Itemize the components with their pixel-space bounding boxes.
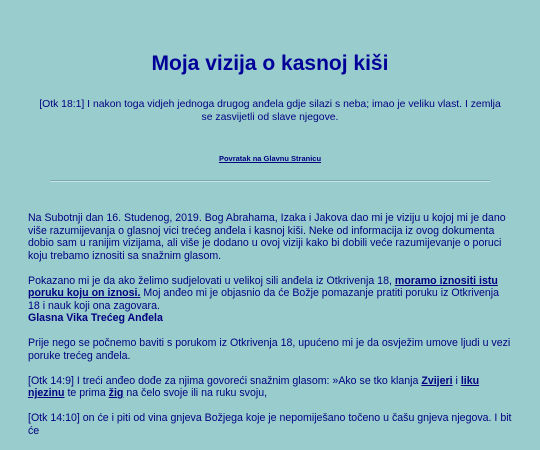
intro-quote: [Otk 18:1] I nakon toga vidjeh jednoga drugog anđela gdje silazi s neba; imao je veliku vlast. I zemlja se zasvijetli od slave njegove. bbox=[39, 99, 501, 123]
paragraph-3: Prije nego se počnemo baviti s porukom iz Otkrivenja 18, upućeno mi je da osvježim umove ljudi u vezi poruke trećeg anđela. bbox=[28, 337, 511, 362]
paragraph-4 bbox=[28, 375, 512, 400]
message-link[interactable]: moramo iznositi istu poruku koju on iznosi. bbox=[28, 274, 498, 299]
paragraph-4-text-4: na čelo svoje ili na ruku svoju, bbox=[123, 387, 268, 399]
image-link[interactable]: liku njezinu bbox=[28, 374, 480, 399]
paragraph-4-text-1: [Otk 14:9] I treći anđeo dođe za njima govoreći snažnim glasom: »Ako se tko klanja bbox=[28, 374, 422, 387]
paragraph-2 bbox=[28, 275, 512, 313]
mark-link[interactable]: žig bbox=[108, 387, 124, 399]
beast-link[interactable]: Zvijeri bbox=[421, 374, 453, 387]
paragraph-5: [Otk 14:10] on će i piti od vina gnjeva Božjega koje je nepomiješano točeno u čašu gnjeva njegova. I bit će bbox=[28, 412, 512, 437]
divider bbox=[50, 180, 490, 182]
main-content bbox=[28, 212, 512, 450]
paragraph-2-text-1: Pokazano mi je da ako želimo sudjelovati u velikoj sili anđela iz Otkrivenja 18, bbox=[28, 274, 395, 287]
back-link-container bbox=[0, 154, 540, 163]
back-to-home-link[interactable]: Povratak na Glavnu Stranicu bbox=[218, 154, 322, 163]
paragraph-4-text-2: i bbox=[452, 374, 461, 387]
paragraph-2-text-2: Moj anđeo mi je objasnio da će Božje pomazanje pratiti poruku iz Otkrivenja 18 i nauk koji ona zagovara. bbox=[28, 287, 500, 312]
page-title: Moja vizija o kasnoj kiši bbox=[151, 52, 389, 75]
section-heading: Glasna Vika Trećeg Anđela bbox=[28, 312, 163, 324]
paragraph-1: Na Subotnji dan 16. Studenog, 2019. Bog Abrahama, Izaka i Jakova dao mi je viziju u kojoj mi je dano više razumijevanja o glasnoj vici trećeg anđela i kasnoj kiši. Neke od informacija iz ovog dokumenta dobio sam u ranijim vizijama, ali više je dodano u ovoj viziji kako bi dobili veće razumijevanje o poruci koju trebamo iznositi sa snažnim glasom. bbox=[28, 212, 506, 262]
paragraph-4-text-3: te prima bbox=[64, 387, 109, 399]
